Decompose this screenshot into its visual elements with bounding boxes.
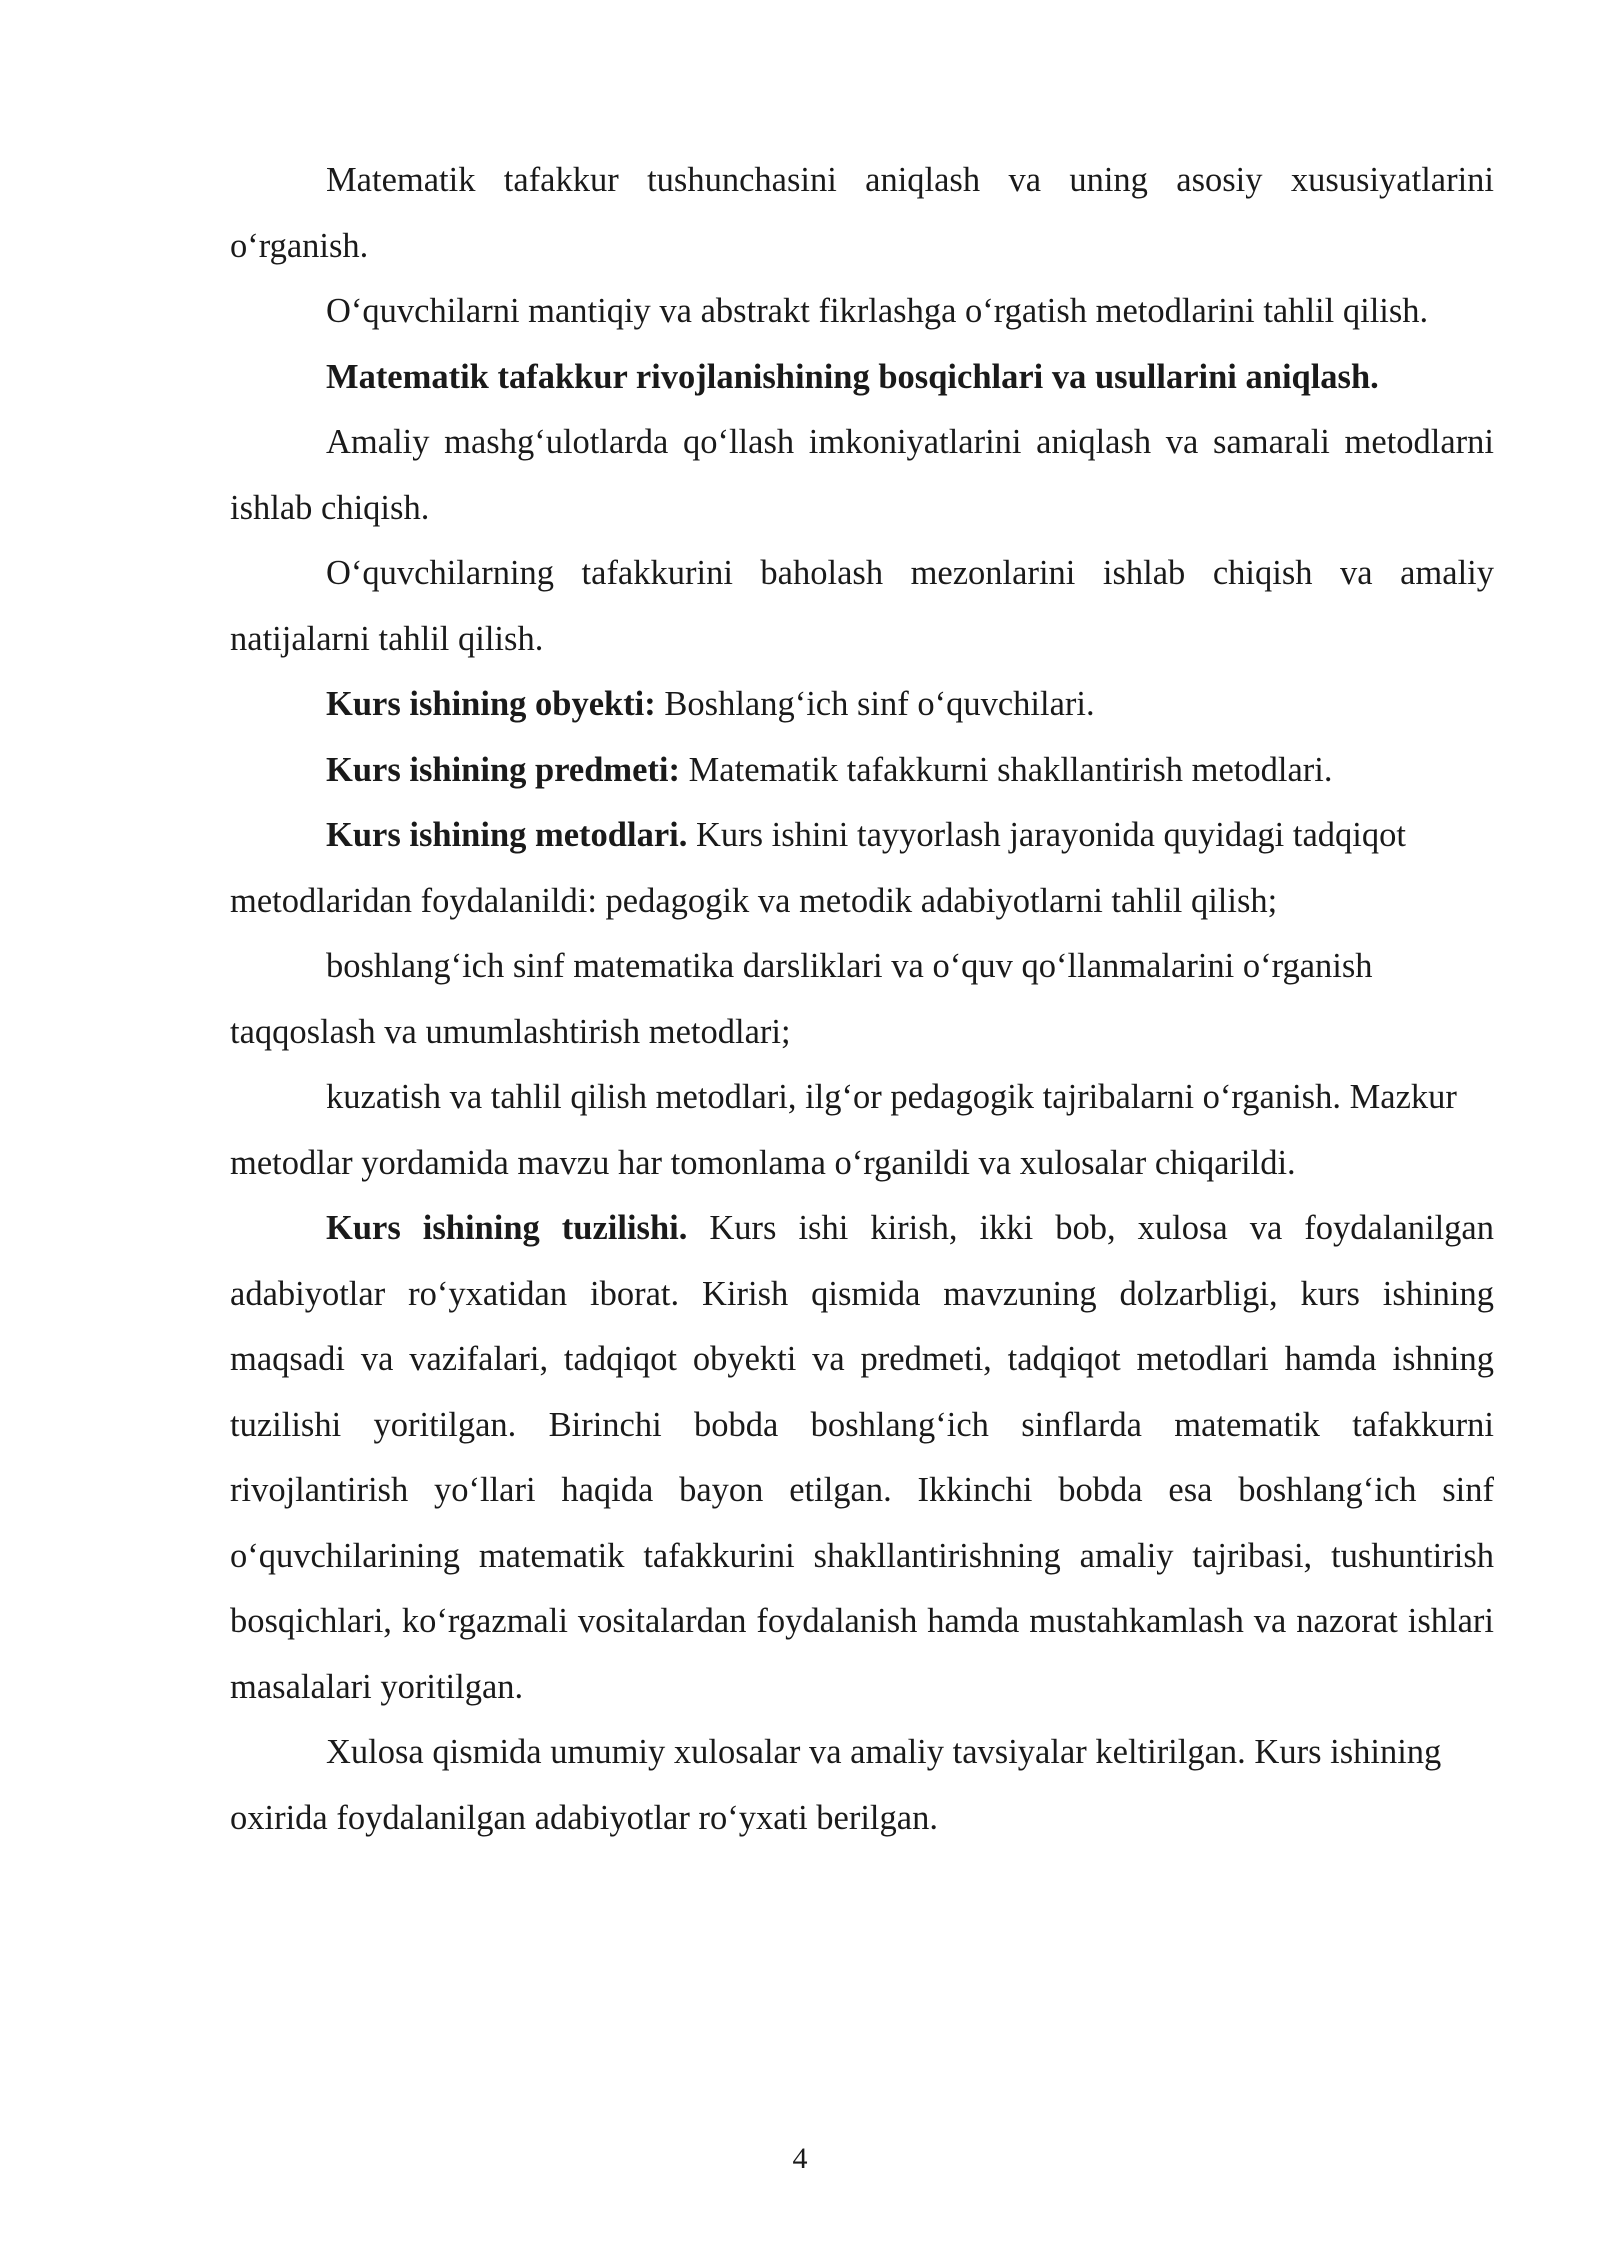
paragraph-methods-2: boshlang‘ich sinf matematika darsliklari va o‘quv qo‘llanmalarini o‘rganish taqqoslash va umumlashtirish metodlari;	[230, 947, 1373, 1051]
paragraph-goal-3: Matematik tafakkur rivojlanishining bosqichlari va usullarini aniqlash.	[326, 357, 1379, 396]
structure-label: Kurs ishining tuzilishi.	[326, 1209, 688, 1247]
methods-label: Kurs ishining metodlari.	[326, 816, 688, 854]
paragraph-subject	[230, 738, 1494, 804]
methods-text: Kurs ishini tayyorlash jarayonida quyidagi tadqiqot metodlaridan foydalanildi: pedagogik va metodik adabiyotlarni tahlil qilish;	[230, 816, 1406, 920]
paragraph-goal-4: Amaliy mashg‘ulotlarda qo‘llash imkoniyatlarini aniqlash va samarali metodlarni ishlab chiqish.	[230, 423, 1494, 527]
paragraph-methods-3: kuzatish va tahlil qilish metodlari, ilg‘or pedagogik tajribalarni o‘rganish. Mazkur metodlar yordamida mavzu har tomonlama o‘rganildi va xulosalar chiqarildi.	[230, 1078, 1457, 1182]
page-number: 4	[792, 2142, 808, 2175]
object-label: Kurs ishining obyekti:	[326, 685, 656, 723]
paragraph-methods	[230, 803, 1494, 934]
paragraph-conclusion: Xulosa qismida umumiy xulosalar va amaliy tavsiyalar keltirilgan. Kurs ishining oxirida foydalanilgan adabiyotlar ro‘yxati berilgan.	[230, 1733, 1442, 1837]
subject-label: Kurs ishining predmeti:	[326, 750, 680, 789]
paragraph-structure	[230, 1196, 1494, 1720]
paragraph-goal-2: O‘quvchilarni mantiqiy va abstrakt fikrlashga o‘rgatish metodlarini tahlil qilish.	[326, 292, 1429, 330]
object-text: Boshlang‘ich sinf o‘quvchilari.	[655, 685, 1095, 723]
document-body	[230, 148, 1494, 1851]
paragraph-goal-5: O‘quvchilarning tafakkurini baholash mezonlarini ishlab chiqish va amaliy natijalarni tahlil qilish.	[230, 554, 1494, 658]
paragraph-goal-1: Matematik tafakkur tushunchasini aniqlash va uning asosiy xususiyatlarini o‘rganish.	[230, 161, 1494, 265]
subject-text: Matematik tafakkurni shakllantirish metodlari.	[680, 750, 1333, 789]
structure-text: Kurs ishi kirish, ikki bob, xulosa va foydalanilgan adabiyotlar ro‘yxatidan iborat. Kirish qismida mavzuning dolzarbligi, kurs ishining maqsadi va vazifalari, tadqiqot obyekti va predmeti, tadqiqot metodlari hamda ishning tuzilishi yoritilgan. Birinchi bobda boshlang‘ich sinflarda matematik tafakkurni rivojlantirish yo‘llari haqida bayon etilgan. Ikkinchi bobda esa boshlang‘ich sinf o‘quvchilarining matematik tafakkurini shakllantirishning amaliy tajribasi, tushuntirish bosqichlari, ko‘rgazmali vositalardan foydalanish hamda mustahkamlash va nazorat ishlari masalalari yoritilgan.	[230, 1209, 1494, 1706]
paragraph-object	[230, 672, 1494, 738]
